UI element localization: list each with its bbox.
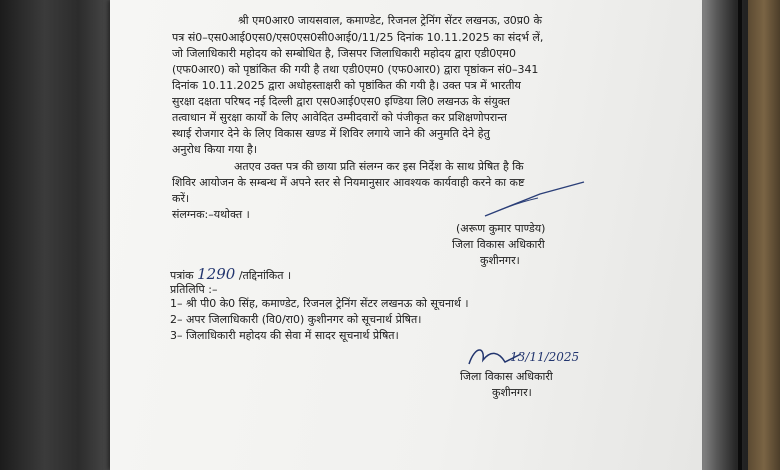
signatory2-designation: जिला विकास अधिकारी <box>460 370 553 383</box>
table-surface <box>748 0 780 470</box>
para1-line: जो जिलाधिकारी महोदय को सम्बोधित है, जिसपर जिलाधिकारी महोदय द्वारा एडी0एम0 <box>172 47 516 60</box>
ref-suffix: /तद्दिनांकित । <box>238 269 292 282</box>
copy-heading: प्रतिलिपि :– <box>170 283 218 296</box>
para1-line: पत्र सं0–एस0आई0एस0/एस0एस0सी0आई0/11/25 दिनांक 10.11.2025 का संदर्भ लें, <box>172 31 544 44</box>
para2-line: करें। <box>172 192 190 205</box>
para1-line: (एफ0आर0) को पृष्ठांकित की गयी है तथा एडी0एम0 (एफ0आर0) द्वारा पृष्ठांकन सं0–341 <box>172 63 539 76</box>
enclosure-line: संलग्नक:–यथोक्त । <box>172 208 250 221</box>
signatory-name: (अरूण कुमार पाण्डेय) <box>456 222 546 235</box>
folder-left-edge <box>0 0 112 470</box>
para1-line: श्री एम0आर0 जायसवाल, कमाण्डेट, रिजनल ट्रेनिंग सेंटर लखनऊ, उ0प्र0 के <box>238 14 542 27</box>
para1-line: दिनांक 10.11.2025 द्वारा अधोहस्ताक्षरी को पृष्ठांकित की गयी है। उक्त पत्र में भारतीय <box>172 79 521 92</box>
copy-item: 2– अपर जिलाधिकारी (वि0/रा0) कुशीनगर को सूचनार्थ प्रेषित। <box>170 313 422 326</box>
copy-item: 1– श्री पी0 के0 सिंह, कमाण्डेट, रिजनल ट्रेनिंग सेंटर लखनऊ को सूचनार्थ । <box>170 297 469 310</box>
para2-line: अतएव उक्त पत्र की छाया प्रति संलग्न कर इस निर्देश के साथ प्रेषित है कि <box>234 160 524 173</box>
reference-line <box>170 267 291 283</box>
signatory-place: कुशीनगर। <box>480 254 520 267</box>
letter-page <box>110 0 702 470</box>
signatory2-place: कुशीनगर। <box>492 386 532 399</box>
copy-item: 3– जिलाधिकारी महोदय की सेवा में सादर सूचनार्थ प्रेषित। <box>170 329 399 342</box>
signatory-designation: जिला विकास अधिकारी <box>452 238 545 251</box>
para1-line: सुरक्षा दक्षता परिषद नई दिल्ली द्वारा एस0आई0एस0 इण्डिया लि0 लखनऊ के संयुक्त <box>172 95 510 108</box>
para1-line: अनुरोध किया गया है। <box>172 143 258 156</box>
signature-stroke-1 <box>480 180 590 220</box>
folder-binding <box>738 0 742 470</box>
para2-line: शिविर आयोजन के सम्बन्ध में अपने स्तर से नियमानुसार आवश्यक कार्यवाही करने का कष्ट <box>172 176 525 189</box>
para1-line: तत्वाधान में सुरक्षा कार्यों के लिए आवेदित उम्मीदवारों को पंजीकृत कर प्रशिक्षणोपरान्त <box>172 111 507 124</box>
ref-number: 1290 <box>197 265 236 283</box>
sign-date: 13/11/2025 <box>510 350 580 364</box>
para1-line: स्थाई रोजगार देने के लिए विकास खण्ड में शिविर लगाये जाने की अनुमति देने हेतु <box>172 127 490 140</box>
ref-label: पत्रांक <box>170 269 194 282</box>
